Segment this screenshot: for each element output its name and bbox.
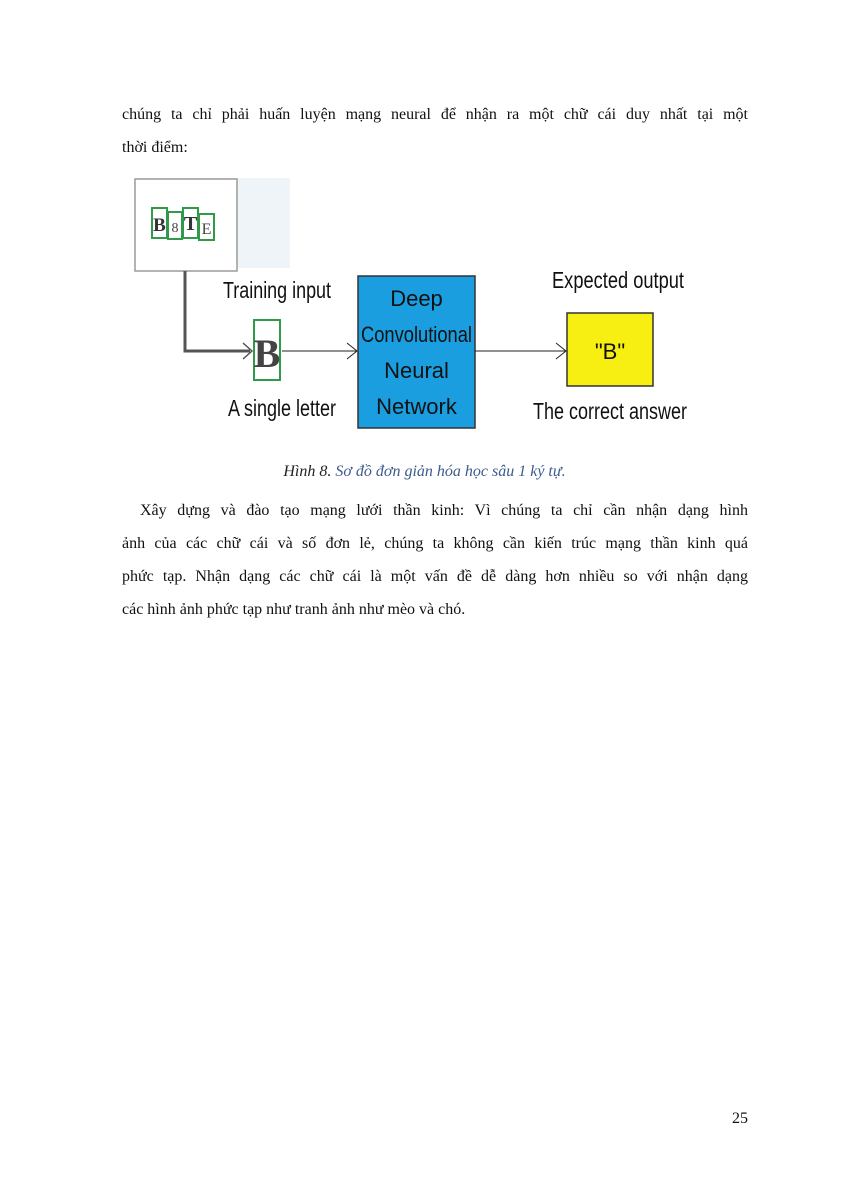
paragraph-line: các hình ảnh phức tạp như tranh ảnh như mèo và chó. [122, 601, 466, 618]
expected-output-label: Expected output [552, 267, 685, 293]
network-label-line: Convolutional [361, 322, 472, 347]
figure-backdrop [230, 178, 290, 268]
network-label-line: Deep [390, 286, 443, 311]
captcha-letter: E [201, 221, 212, 238]
captcha-letter: B [153, 215, 166, 236]
paragraph-line: ảnh của các chữ cái và số đơn lẻ, chúng ta không cần kiến trúc mạng thần kinh quá [122, 535, 748, 552]
figure-caption-text: Sơ đồ đơn giản hóa học sâu 1 ký tự. [331, 463, 566, 480]
figure-number: Hình 8. [283, 463, 332, 480]
network-label-line: Neural [384, 358, 449, 383]
paragraph-body [122, 494, 748, 626]
single-letter: B [253, 331, 281, 376]
single-letter-label: A single letter [228, 395, 337, 421]
correct-answer-label: The correct answer [533, 398, 688, 424]
paragraph-line: phức tạp. Nhận dạng các chữ cái là một vấn đề dễ dàng hơn nhiều so với nhận dạng [122, 568, 748, 585]
network-label-line: Network [376, 394, 457, 419]
output-value: "B" [594, 339, 626, 364]
paragraph-line: Xây dựng và đào tạo mạng lưới thần kinh: Vì chúng ta chỉ cần nhận dạng hình [140, 502, 748, 519]
training-input-label: Training input [223, 277, 332, 303]
deep-learning-diagram [130, 176, 710, 441]
captcha-letter: 8 [171, 221, 179, 236]
paragraph-line: chúng ta chỉ phải huấn luyện mạng neural để nhận ra một chữ cái duy nhất tại một [122, 106, 748, 123]
captcha-letter: T [183, 213, 198, 235]
paragraph-line: thời điểm: [122, 139, 188, 156]
page-number: 25 [732, 1110, 748, 1127]
paragraph-intro [122, 98, 748, 164]
figure-caption [0, 463, 849, 481]
